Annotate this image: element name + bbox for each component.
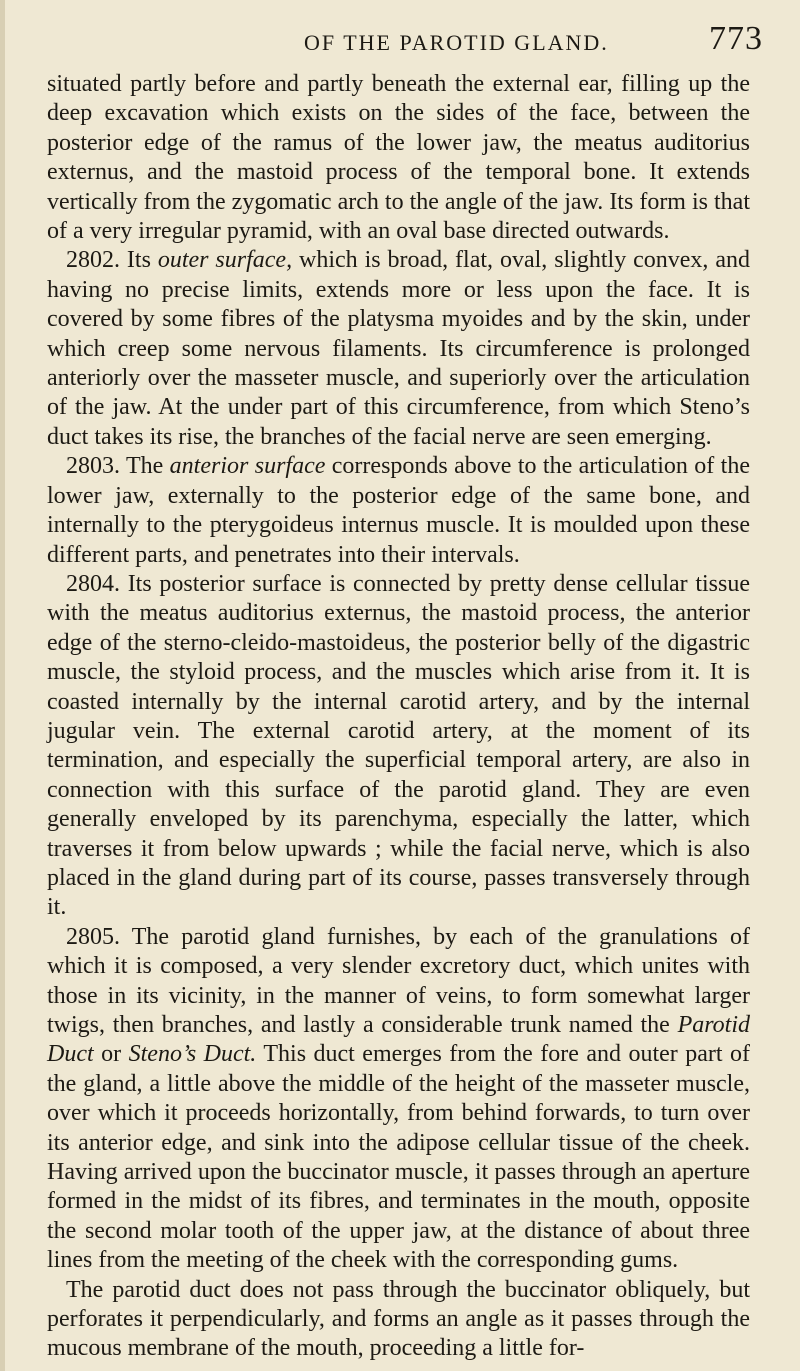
- paragraph-text: situated partly before and partly beneath the external ear, filling up the deep excavation which exists on the sides of the face, between the posterior edge of the ramus of the lower jaw, the meatus auditorius externus, and the mastoid process of the temporal bone. It extends vertically from the zygomatic arch to the angle of the jaw. Its form is that of a very irregular pyramid, with an oval base directed outwards.: [47, 71, 750, 245]
- paragraph-text: or: [101, 1041, 122, 1068]
- paragraph-text: corresponds above to the articulation of the lower jaw, externally to the posterior edge of the same bone, and internally to the pterygoideus internus muscle. It is moulded upon these different parts, and penetrates into their intervals.: [47, 453, 750, 568]
- paragraph-lead: The: [125, 453, 164, 480]
- paragraph-text: The parotid gland furnishes, by each of the granulations of which it is composed, a very slender excretory duct, which unites with those in its vicinity, in the manner of veins, to form somewhat larger twigs, then branches, and lastly a considerable trunk named the: [47, 923, 750, 1038]
- paragraph-lead: Its: [126, 247, 151, 274]
- term-parotid-duct: Parotid Duct: [47, 1012, 751, 1068]
- section-number: 2804.: [66, 570, 120, 597]
- term-anterior-surface: anterior surface: [169, 453, 326, 480]
- section-number: 2802.: [66, 247, 120, 274]
- paragraph-2803: [47, 452, 750, 570]
- term-outer-surface: outer surface,: [157, 247, 293, 274]
- section-number: 2805.: [66, 923, 120, 950]
- term-stenos-duct: Steno’s Duct.: [128, 1041, 257, 1068]
- paragraph-duct: [47, 1276, 750, 1364]
- paragraph-text: Its posterior surface is connected by pretty dense cellular tissue with the meatus auditorius externus, the mastoid process, the anterior edge of the sterno-cleido-mastoideus, the posterior belly of the digastric muscle, the styloid process, and the muscles which arise from it. It is coasted internally by the internal carotid artery, and by the internal jugular vein. The external carotid artery, at the moment of its termination, and especially the superficial temporal artery, are also in connection with this surface of the parotid gland. They are even generally enveloped by its parenchyma, especially the latter, which traverses it from below upwards ; while the facial nerve, which is also placed in the gland during part of its course, passes transversely through it.: [47, 570, 750, 921]
- paragraph-text: This duct emerges from the fore and outer part of the gland, a little above the middle of the height of the masseter muscle, over which it proceeds horizontally, from behind forwards, to turn over its anterior edge, and sink into the adipose cellular tissue of the cheek. Having arrived upon the buccinator muscle, it passes through an aperture formed in the midst of its fibres, and terminates in the mouth, opposite the second molar tooth of the upper jaw, at the distance of about three lines from the meeting of the cheek with the corresponding gums.: [47, 1041, 751, 1274]
- body-text: [47, 70, 750, 1364]
- paragraph-intro: [47, 70, 750, 246]
- page-header: [0, 20, 800, 60]
- running-title: OF THE PAROTID GLAND.: [304, 30, 609, 55]
- page-number: 773: [709, 20, 763, 57]
- paragraph-2805: [47, 923, 750, 1276]
- paragraph-2802: [47, 246, 750, 452]
- section-number: 2803.: [66, 453, 120, 480]
- paragraph-text: The parotid duct does not pass through the buccinator obliquely, but perforates it perpendicularly, and forms an angle as it passes through the mucous membrane of the mouth, proceeding a little for-: [47, 1276, 750, 1362]
- paragraph-text: which is broad, flat, oval, slightly convex, and having no precise limits, extends more or less upon the face. It is covered by some fibres of the platysma myoides and by the skin, under which creep some nervous filaments. Its circumference is prolonged anteriorly over the masseter muscle, and superiorly over the articulation of the jaw. At the under part of this circumference, from which Steno’s duct takes its rise, the branches of the facial nerve are seen emerging.: [47, 247, 751, 450]
- paragraph-2804: [47, 570, 750, 923]
- page-edge: [0, 0, 5, 1371]
